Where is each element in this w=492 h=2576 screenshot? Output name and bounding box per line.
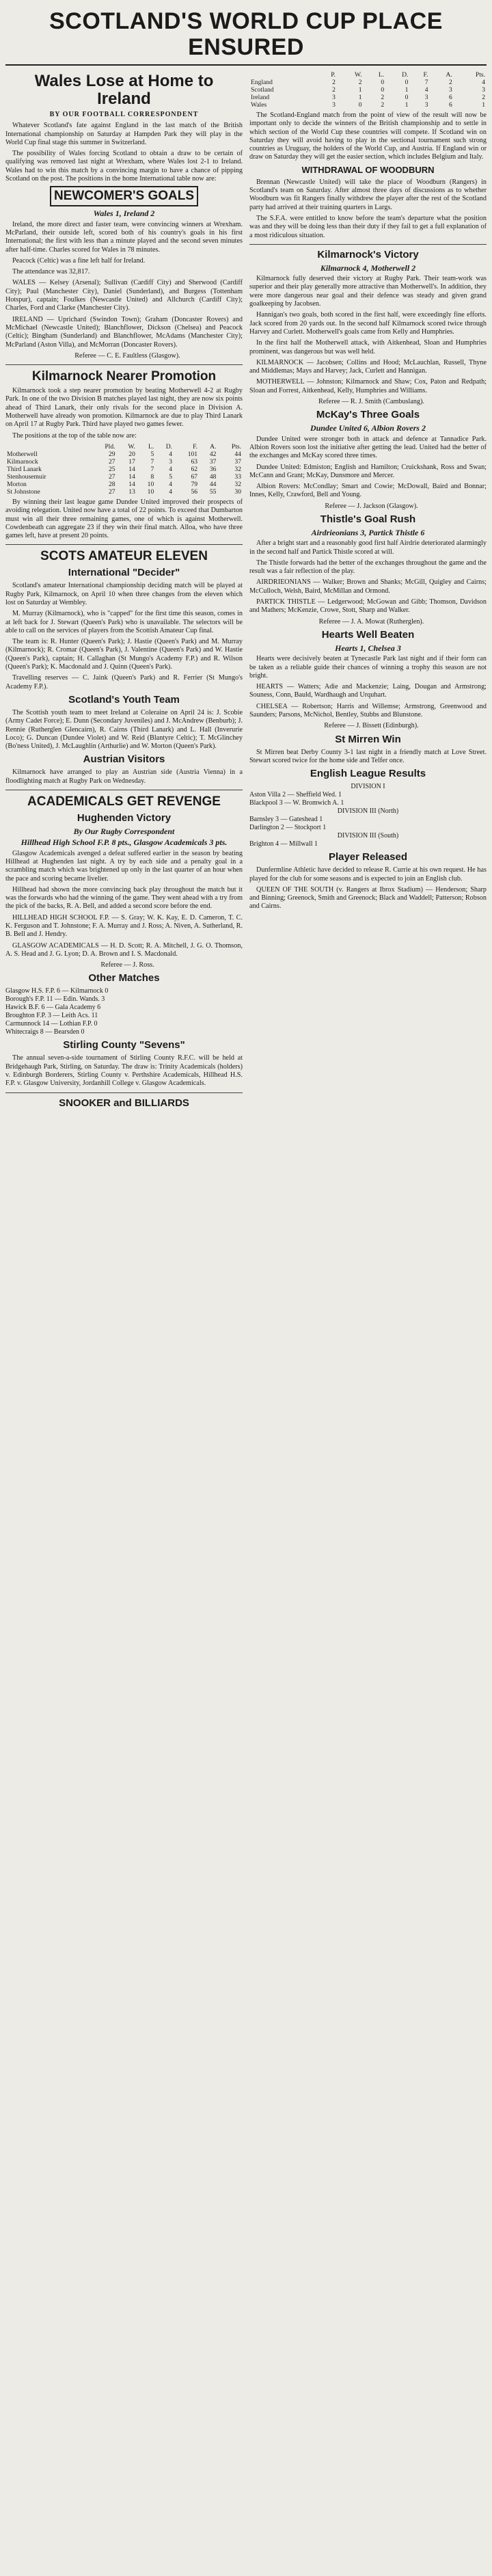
table-cell: 4 <box>482 79 485 86</box>
table-cell: 42 <box>209 450 217 458</box>
thistle-referee: Referee — J. A. Mowat (Rutherglen). <box>318 617 424 626</box>
team-name: St Johnstone <box>7 487 40 496</box>
table-cell: 0 <box>405 94 409 101</box>
academicals-subheadline: Hughenden Victory <box>77 812 172 824</box>
table-cell: 6 <box>449 94 452 101</box>
result-line: Broughton F.P. 3 — Leith Acs. 11 <box>5 1012 98 1020</box>
table-cell: 1 <box>358 86 362 94</box>
table-cell: 10 <box>147 480 154 488</box>
english-results <box>249 783 487 848</box>
newcomer-paragraph: IRELAND — Uprichard (Swindon Town); Graham (Doncaster Rovers) and McMichael (Newcastle United); Blanchflower, Dickson (Chelsea) and Peacock (Celtic); Bingham (Sunderland) and Blanchflower, McAdams (Manchester City); McParland (Aston Villa), and McMorran (Doncaster Rovers). <box>5 315 243 349</box>
table-cell: 14 <box>128 472 135 481</box>
team-name: Motherwell <box>7 450 38 458</box>
table-head-cell: Pts. <box>475 71 485 79</box>
table-cell: 7 <box>150 457 154 466</box>
thistle-headline: Thistle's Goal Rush <box>320 513 416 525</box>
team-name: Wales <box>251 101 267 109</box>
kilmarnock-paragraph: Kilmarnock took a step nearer promotion by beating Motherwell 4-2 at Rugby Park. In one of the two Division B matches played last night, they are now six points ahead of Third Lanark, their only rivals for the second place in Division A. Motherwell have already won promotion. Kilmarnock are due to play Third Lanark on April 17 at Rugby Park. Third have played two games fewer. <box>5 387 243 429</box>
table-cell: 3 <box>169 457 173 466</box>
table-cell: 3 <box>424 101 428 109</box>
released-paragraph: QUEEN OF THE SOUTH (v. Rangers at Ibrox Stadium) — Henderson; Sharp and Binning; Greenock, Smith and Greenock; Black and Waddell; Patterson; Robson and Cairns. <box>249 885 487 911</box>
victory-paragraph: Hannigan's two goals, both scored in the first half, were exceedingly fine efforts. Jack scored from 20 yards out. In the second half Kilmarnock scored twice through Harvey and Curlett. Motherwell's goals came from Kelly and Humphries. <box>249 311 487 336</box>
thistle-paragraph: The Thistle forwards had the better of the exchanges throughout the game and the result was a fair reflection of the play. <box>249 559 487 576</box>
other-headline: Other Matches <box>88 972 160 984</box>
victory-referee: Referee — R. J. Smith (Cambuslang). <box>318 398 425 406</box>
hearts-referee: Referee — J. Bissett (Edinburgh). <box>324 722 419 730</box>
result-line: Aston Villa 2 — Sheffield Wed. 1 <box>249 791 342 799</box>
result-line: Blackpool 3 — W. Bromwich A. 1 <box>249 799 344 807</box>
table-cell: 5 <box>169 472 173 481</box>
newcomer-score: Wales 1, Ireland 2 <box>93 209 155 219</box>
table-head-cell: A. <box>446 71 452 79</box>
table-cell: 2 <box>381 94 385 101</box>
table-cell: 27 <box>108 472 115 481</box>
table-cell: 32 <box>234 465 241 473</box>
victory-headline: Kilmarnock's Victory <box>317 248 419 260</box>
result-line: Borough's F.P. 11 — Edin. Wands. 3 <box>5 995 105 1004</box>
stirling-paragraph: The annual seven-a-side tournament of Stirling County R.F.C. will be held at Bridgehaugh Park, Stirling, on Saturday. The draw is: Trinity Academicals (holders) v. Edinburgh Borderers, Stirling County v. Perthshire Academicals, Hillhead H.S. F.P. v. Glasgow University, Jordanhill College v. Glasgow Academicals. <box>5 1054 243 1088</box>
divider <box>5 544 243 545</box>
table-head-cell: W. <box>355 71 362 79</box>
result-line: DIVISION III (North) <box>337 807 399 816</box>
table-cell: 48 <box>209 472 217 481</box>
hearts-paragraph: HEARTS — Watters; Adie and Mackenzie; Laing, Dougan and Armstrong; Souness, Conn, Bauld, Wardhaugh and Urquhart. <box>249 683 487 699</box>
woodburn-paragraph: Brennan (Newcastle United) will take the place of Woodburn (Rangers) in Scotland's team on Saturday. After almost three days of discussions as to whether Woodburn was fit Rangers finally withdrew the player after the rest of the Scotland party had arrived at their training quarters in Largs. <box>249 178 487 211</box>
table-cell: 1 <box>482 101 485 109</box>
table-cell: 28 <box>108 480 115 488</box>
table-cell: 27 <box>108 457 115 466</box>
hearts-paragraph: Hearts were decisively beaten at Tynecastle Park last night and if their form can be taken as a reliable guide their chances of winning a trophy this season are not bright. <box>249 655 487 680</box>
newcomer-paragraph: Ireland, the more direct and faster team, were convincing winners at Wrexham. McParland, their outside left, scored both of his country's goals in his first International; the first with less than a minute played and the second seven minutes after half-time. Charles scored for Wales in 78 minutes. <box>5 220 243 254</box>
table-cell: 2 <box>332 86 336 94</box>
table-cell: 14 <box>128 465 135 473</box>
newcomer-referee: Referee — C. E. Faultless (Glasgow). <box>74 351 180 360</box>
mckay-paragraph: Dundee United: Edmiston; English and Hamilton; Cruickshank, Ross and Swan; McCann and Grant; McKay, Dunsmore and Mercer. <box>249 463 487 479</box>
result-line: Whitecraigs 8 — Bearsden 0 <box>5 1028 85 1036</box>
academicals-paragraph: Glasgow Academicals avenged a defeat suffered earlier in the season by beating Hillhead at Hughenden last night. A try by each side and a penalty goal in a scrambling match which was brightened up only in the last quarter of an hour when the pace and scoring became livelier. <box>5 849 243 883</box>
woodburn-paragraph: The S.F.A. were entitled to know before the team's departure what the position was and they will be doing less than their duty if they fail to get a full explanation of a most ridiculous situation. <box>249 214 487 239</box>
kilmarnock-paragraph: The positions at the top of the table now are: <box>12 431 137 440</box>
table-cell: 63 <box>191 457 198 466</box>
wales-paragraph: The Scotland-England match from the point of view of the result will now be important only to decide the winners of the British championship and to settle in which section of the World Cup these countries will compete. If Scotland win on Saturday they will avoid having to play in the sectional tournament such strong countries as Uruguay, the holders of the World Cup, and Austria. If England win or draw on Saturday they will get the easier section, which includes Belgium and Italy. <box>249 111 487 161</box>
result-line: Brighton 4 — Millwall 1 <box>249 840 318 848</box>
academicals-headline: ACADEMICALS GET REVENGE <box>27 794 221 809</box>
table-row <box>249 86 487 94</box>
table-cell: 33 <box>234 472 241 481</box>
table-cell: 17 <box>128 457 135 466</box>
left-column <box>5 70 243 1112</box>
table-cell: 36 <box>209 465 217 473</box>
team-name: Scotland <box>251 86 274 94</box>
divider <box>249 244 487 245</box>
released-paragraph: Dunfermline Athletic have decided to release R. Currie at his own request. He has played for the club for some seasons and is expected to join an English club. <box>249 866 487 883</box>
wales-byline: BY OUR FOOTBALL CORRESPONDENT <box>49 111 199 118</box>
austrian-headline: Austrian Visitors <box>83 753 165 766</box>
academicals-byline: By Our Rugby Correspondent <box>73 827 175 837</box>
table-cell: 4 <box>169 480 173 488</box>
table-cell: 3 <box>332 101 336 109</box>
table-head <box>249 71 487 79</box>
home-international-rows <box>249 79 487 109</box>
division-b-rows <box>5 451 243 496</box>
table-cell: 1 <box>405 101 409 109</box>
released-headline: Player Released <box>328 851 408 863</box>
youth-headline: Scotland's Youth Team <box>68 693 180 706</box>
hearts-headline: Hearts Well Beaten <box>321 628 415 641</box>
table-cell: 55 <box>209 487 217 496</box>
table-cell: 32 <box>234 480 241 488</box>
team-name: England <box>251 79 273 86</box>
table-cell: 37 <box>234 457 241 466</box>
result-line: Glasgow H.S. F.P. 6 — Kilmarnock 0 <box>5 987 109 995</box>
divider <box>5 364 243 365</box>
academicals-paragraph: HILLHEAD HIGH SCHOOL F.P. — S. Gray; W. K. Kay, E. D. Cameron, T. C. K. Ferguson and T. Johnstone; F. A. Murray and J. Ross; A. Niven, A. Sutherland, R. B. Bell and J. Hendry. <box>5 913 243 939</box>
newcomer-paragraph: The attendance was 32,817. <box>12 268 90 276</box>
table-cell: 14 <box>128 480 135 488</box>
table-row <box>249 79 487 86</box>
table-cell: 27 <box>108 487 115 496</box>
thistle-score: Airdrieonians 3, Partick Thistle 6 <box>311 527 425 537</box>
amateur-paragraph: Travelling reserves — C. Jaink (Queen's Park) and R. Ferrier (St Mungo's Academy F.P.). <box>5 674 243 690</box>
victory-paragraph: In the first half the Motherwell attack, with Aitkenhead, Sloan and Humphries prominent, was dangerous but was well held. <box>249 339 487 355</box>
table-head-cell: Pld. <box>105 442 115 451</box>
hearts-score: Hearts 1, Chelsea 3 <box>335 643 401 653</box>
table-row <box>5 473 243 481</box>
right-column <box>249 70 487 1112</box>
table-row <box>5 481 243 488</box>
table-head-cell: F. <box>423 71 428 79</box>
table-cell: 101 <box>187 450 198 458</box>
table-cell: 25 <box>108 465 115 473</box>
table-head-cell: W. <box>128 442 135 451</box>
main-headline: SCOTLAND'S WORLD CUP PLACE ENSURED <box>49 8 443 60</box>
woodburn-headline: WITHDRAWAL OF WOODBURN <box>301 164 435 175</box>
table-cell: 44 <box>209 480 217 488</box>
table-cell: 0 <box>405 79 409 86</box>
table-cell: 2 <box>332 79 336 86</box>
table-cell: 3 <box>449 86 452 94</box>
amateur-paragraph: M. Murray (Kilmarnock), who is "capped" for the first time this season, comes in at left back for J. Stewart (Queen's Park) who is unavailable. The selectors will be able to call on the services of players from the Scottish Amateur Cup final. <box>5 610 243 634</box>
table-row <box>5 458 243 466</box>
table-cell: 8 <box>150 472 154 481</box>
table-row <box>249 94 487 101</box>
result-line: Carmunnock 14 — Lothian F.P. 0 <box>5 1020 98 1028</box>
victory-paragraph: KILMARNOCK — Jacobsen; Collins and Hood; McLauchlan, Russell, Thyne and Middlemas; Mays and Harvey; Jack, Curlett and Hannigan. <box>249 358 487 375</box>
kilmarnock-paragraph: By winning their last league game Dundee United improved their prospects of avoiding relegation. United now have a total of 22 points. To exceed that Dumbarton must win all their three remaining games, one of which is against Motherwell. Cowdenbeath can aggregate 23 if they win their final match. Alloa, who have three games left, have at present 20 points. <box>5 498 243 540</box>
mckay-referee: Referee — J. Jackson (Glasgow). <box>325 502 418 510</box>
english-headline: English League Results <box>310 768 426 780</box>
headline-banner <box>5 5 487 66</box>
table-cell: 56 <box>191 487 198 496</box>
table-head-cell: A. <box>210 442 217 451</box>
table-cell: 3 <box>424 94 428 101</box>
table-cell: 2 <box>358 79 362 86</box>
thistle-paragraph: PARTICK THISTLE — Ledgerwood; McGowan and Gibb; Thomson, Davidson and Mathers; McKenzie, Crowe, Stott, Sharp and Walker. <box>249 598 487 615</box>
table-cell: 30 <box>234 487 241 496</box>
table-cell: 37 <box>209 457 217 466</box>
stirling-headline: Stirling County "Sevens" <box>63 1039 185 1051</box>
result-line: DIVISION III (South) <box>337 832 399 840</box>
result-line: Hawick B.F. 6 — Gala Academy 6 <box>5 1004 101 1012</box>
amateur-headline: SCOTS AMATEUR ELEVEN <box>40 549 208 564</box>
team-name: Kilmarnock <box>7 457 38 466</box>
result-line: Barnsley 3 — Gateshead 1 <box>249 816 323 824</box>
home-international-table <box>249 71 487 109</box>
austrian-paragraph: Kilmarnock have arranged to play an Austrian side (Austria Vienna) in a floodlighting match at Rugby Park on Wednesday. <box>5 768 243 785</box>
team-name: Third Lanark <box>7 465 42 473</box>
amateur-paragraph: Scotland's amateur International championship deciding match will be played at Rugby Park, Kilmarnock, on April 10 when three changes from the eleven which lost on Saturday at Wembley. <box>5 582 243 606</box>
other-results <box>5 987 243 1036</box>
table-cell: 67 <box>191 472 198 481</box>
table-head-cell: L. <box>148 442 154 451</box>
table-row <box>5 466 243 473</box>
table-head-cell: D. <box>165 442 173 451</box>
table-cell: 0 <box>358 101 362 109</box>
newcomer-paragraph: Peacock (Celtic) was a fine left half for Ireland. <box>12 256 146 265</box>
table-cell: 4 <box>169 450 173 458</box>
victory-paragraph: MOTHERWELL — Johnston; Kilmarnock and Shaw; Cox, Paton and Redpath; Sloan and Forrest, Aitkenhead, Kelly, Humphries and Williams. <box>249 378 487 394</box>
table-cell: 4 <box>169 465 173 473</box>
division-b-table <box>5 443 243 496</box>
table-cell: 2 <box>482 94 485 101</box>
result-line: DIVISION I <box>351 783 385 791</box>
amateur-paragraph: The team is: R. Hunter (Queen's Park); J. Hastie (Queen's Park) and M. Murray (Kilmarnock); R. Cromar (Queen's Park), J. Valentine (Queen's Park) and W. Hastie (Queen's Park), captain; H. Callaghan (St Mungo's Academy F.P.) and R. Wilson (Queen's Park); K. Macdonald and J. Quinn (Queen's Park). <box>5 638 243 671</box>
snooker-headline: SNOOKER and BILLIARDS <box>59 1097 189 1109</box>
table-head-cell: P. <box>331 71 336 79</box>
divider <box>5 1092 243 1093</box>
academicals-referee: Referee — J. Ross. <box>100 961 154 969</box>
mckay-headline: McKay's Three Goals <box>316 409 420 421</box>
team-name: Stenhousemuir <box>7 472 46 481</box>
table-cell: 5 <box>150 450 154 458</box>
stmirren-headline: St Mirren Win <box>335 733 401 745</box>
newcomer-headline-box: NEWCOMER'S GOALS <box>50 186 198 206</box>
table-cell: 62 <box>191 465 198 473</box>
table-cell: 2 <box>449 79 452 86</box>
result-line: Darlington 2 — Stockport 1 <box>249 824 327 832</box>
team-name: Ireland <box>251 94 270 101</box>
table-cell: 44 <box>234 450 241 458</box>
team-name: Morton <box>7 480 27 488</box>
table-head-cell: F. <box>193 442 198 451</box>
table-cell: 2 <box>381 101 385 109</box>
victory-score: Kilmarnock 4, Motherwell 2 <box>320 263 416 273</box>
academicals-paragraph: GLASGOW ACADEMICALS — H. D. Scott; R. A. Mitchell, J. G. O. Thomson, A. S. Head and J. G. Lyon; D. A. Brown and I. S. Macdonald. <box>5 941 243 958</box>
newcomer-headline <box>5 186 243 206</box>
youth-paragraph: The Scottish youth team to meet Ireland at Coleraine on April 24 is: J. Scobie (Army Cadet Force); E. Dunn (Secondary Juveniles) and J. McAndrew (Benburb); J. Rennie (Rutherglen Glencairn), R. Cairns (Third Lanark) and L. Hall (Inverurie Loco); G. Duncan (Dundee Violet) and W. Reid (Blantyre Celtic); T. McGlinchey (Bo'ness United), J. McLaughlin (Arthurlie) and W. Morton (Queen's Park). <box>5 708 243 751</box>
table-cell: 1 <box>405 86 409 94</box>
table-head <box>5 443 243 451</box>
table-row <box>5 488 243 496</box>
amateur-subheadline: International "Decider" <box>68 567 180 579</box>
wales-paragraph: The possibility of Wales forcing Scotland to obtain a draw to be certain of qualifying was removed last night at Wrexham, where Wales lost 2-1 to Ireland. Wales had to win this match by a convincing margin to have a chance of pipping Scotland on the post. The positions in the home International table now are: <box>5 150 243 183</box>
table-head-cell: L. <box>378 71 385 79</box>
hearts-paragraph: CHELSEA — Robertson; Harris and Willemse; Armstrong, Greenwood and Saunders; Parsons, McNichol, Bentley, Stubbs and Blunstone. <box>249 702 487 719</box>
table-cell: 7 <box>424 79 428 86</box>
table-cell: 3 <box>332 94 336 101</box>
table-cell: 4 <box>169 487 173 496</box>
wales-paragraph: Whatever Scotland's fate against England in the last match of the British International championship on Saturday at Hampden Park they will play in the World Cup final stage this summer in Switzerland. <box>5 122 243 146</box>
mckay-paragraph: Albion Rovers: McCondlay; Smart and Cowie; McDowall, Baird and Bonnar; Innes, Kelly, Crawford, Bell and Young. <box>249 483 487 499</box>
table-row <box>249 101 487 109</box>
table-cell: 1 <box>358 94 362 101</box>
wales-headline: Wales Lose at Home to Ireland <box>34 72 214 108</box>
stmirren-paragraph: St Mirren beat Derby County 3-1 last night in a friendly match at Love Street. Stewart scored twice for the home side and Telfer once. <box>249 748 487 764</box>
victory-paragraph: Kilmarnock fully deserved their victory at Rugby Park. Their team-work was superior and their play generally more attractive than Motherwell's. In addition, they were more dangerous near goal and their defence was steady and given grand goalkeeping by Jacobsen. <box>249 275 487 308</box>
table-cell: 20 <box>128 450 135 458</box>
mckay-paragraph: Dundee United were stronger both in attack and defence at Tannadice Park. Albion Rovers soon lost the initiative after getting the lead. United had the better of the exchanges and McKay scored three times. <box>249 435 487 460</box>
table-head-cell: D. <box>402 71 409 79</box>
table-row <box>5 451 243 458</box>
thistle-paragraph: AIRDRIEONIANS — Walker; Brown and Shanks; McGill, Quigley and Cairns; McCulloch, Welsh, Baird, McMillan and Ormond. <box>249 578 487 595</box>
table-cell: 79 <box>191 480 198 488</box>
academicals-score: Hillhead High School F.P. 8 pts., Glasgow Academicals 3 pts. <box>20 837 228 848</box>
academicals-paragraph: Hillhead had shown the more convincing back play throughout the match but it was the forwards who had the winning of the game. They went ahead with a try from the pick of the backs, R. A. Bell, and added a second score before the end. <box>5 885 243 911</box>
table-cell: 13 <box>128 487 135 496</box>
newcomer-paragraph: WALES — Kelsey (Arsenal); Sullivan (Cardiff City) and Sherwood (Cardiff City); Paul (Manchester City), Daniel (Sunderland), and Burgess (Tottenham Hotspur), captain; Foulkes (Newcastle United) and Allchurch (Cardiff City); Charles, Ford and Clarke (Manchester City). <box>5 279 243 312</box>
table-cell: 0 <box>381 86 385 94</box>
mckay-score: Dundee United 6, Albion Rovers 2 <box>310 423 426 433</box>
table-cell: 0 <box>381 79 385 86</box>
table-cell: 10 <box>147 487 154 496</box>
table-cell: 4 <box>424 86 428 94</box>
newspaper-page <box>5 5 487 2565</box>
table-cell: 29 <box>108 450 115 458</box>
table-cell: 3 <box>482 86 485 94</box>
columns <box>5 70 487 1112</box>
table-cell: 7 <box>150 465 154 473</box>
table-cell: 6 <box>449 101 452 109</box>
table-head-cell: Pts. <box>231 442 241 451</box>
kilmarnock-headline: Kilmarnock Nearer Promotion <box>31 369 217 384</box>
thistle-paragraph: After a bright start and a reasonably good first half Airdrie deteriorated alarmingly in the second half and Partick Thistle scored at will. <box>249 539 487 556</box>
